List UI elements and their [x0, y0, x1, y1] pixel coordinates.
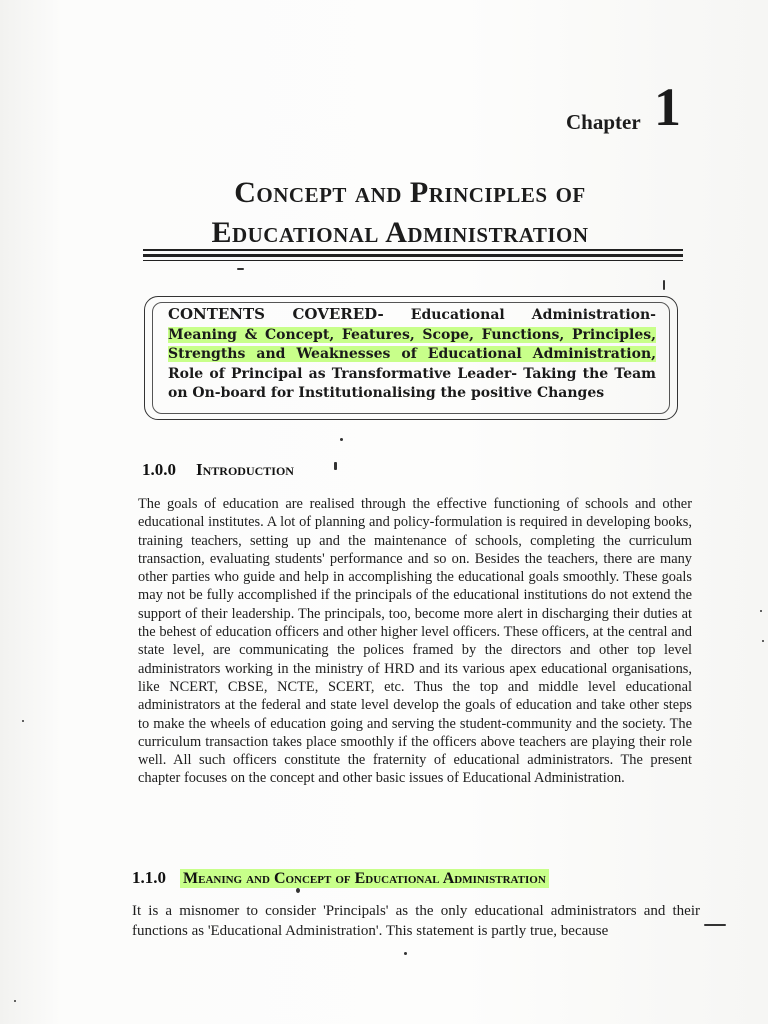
introduction-paragraph: The goals of education are realised through the effective functioning of schools and other educational institutes. A lot of planning and policy-formulation is required in developing books, training teachers, setting up and the maintenance of schools, completing the curriculum transaction, evaluating students' performance and so on. Besides the teachers, there are many other parties who guide and help in accomplishing the educational goals smoothly. These goals may not be fully accomplished if the principals of the educational institutions do not extend the support of their leadership. The principals, too, become more alert in discharging their duties at the behest of education officers and other higher level officers. These officers, at the central and state level, are communicating the polices framed by the directors and other top level administrators working in the ministry of HRD and its various apex educational organisations, like NCERT, CBSE, NCTE, SCERT, etc. Thus the top and middle level educational administrators at the federal and state level develop the goals of education and take other steps to make the wheels of education going and serving the student-community and the society. The curriculum transaction takes place smoothly if the officers above teachers are playing their role well. All such officers constitute the fraternity of educational administrators. The present chapter focuses on the concept and other basic issues of Educational Administration. [138, 496, 692, 787]
ink-speck [14, 1000, 16, 1002]
section-heading-meaning [132, 868, 549, 888]
title-rule-middle [143, 254, 683, 257]
ink-speck [704, 924, 726, 926]
ink-speck [340, 438, 343, 441]
chapter-number: 1 [654, 77, 681, 137]
section-heading-introduction [142, 460, 294, 480]
contents-lead: CONTENTS COVERED- [168, 305, 384, 323]
ink-speck [22, 720, 24, 722]
title-rule-top [143, 249, 683, 251]
section-title-highlighted: Meaning and Concept of Educational Administration [180, 869, 549, 888]
chapter-title-line-1: Concept and Principles of [234, 176, 586, 209]
section-number: 1.0.0 [142, 460, 176, 479]
ink-speck [663, 280, 665, 290]
chapter-title-line-2: Educational Administration [211, 216, 589, 249]
ink-speck [404, 952, 407, 955]
contents-highlighted: Meaning & Concept, Features, Scope, Functions, Principles, Strengths and Weaknesses of Educational Administration, [168, 326, 656, 362]
contents-covered [168, 305, 656, 404]
ink-speck [334, 462, 337, 470]
ink-speck [296, 888, 300, 893]
ink-speck [237, 268, 244, 270]
contents-part-1: Educational Administration- [383, 307, 656, 323]
section-number: 1.1.0 [132, 868, 166, 887]
section-title: Introduction [196, 460, 294, 479]
title-rule-bottom [143, 260, 683, 261]
chapter-label: Chapter [566, 110, 641, 134]
contents-part-2: Role of Principal as Transformative Leader- Taking the Team on On-board for Institutionalising the positive Changes [168, 365, 656, 401]
ink-speck [762, 640, 764, 642]
ink-speck [760, 610, 762, 612]
meaning-paragraph: It is a misnomer to consider 'Principals' as the only educational administrators and their functions as 'Educational Administration'. This statement is partly true, because [132, 903, 700, 939]
